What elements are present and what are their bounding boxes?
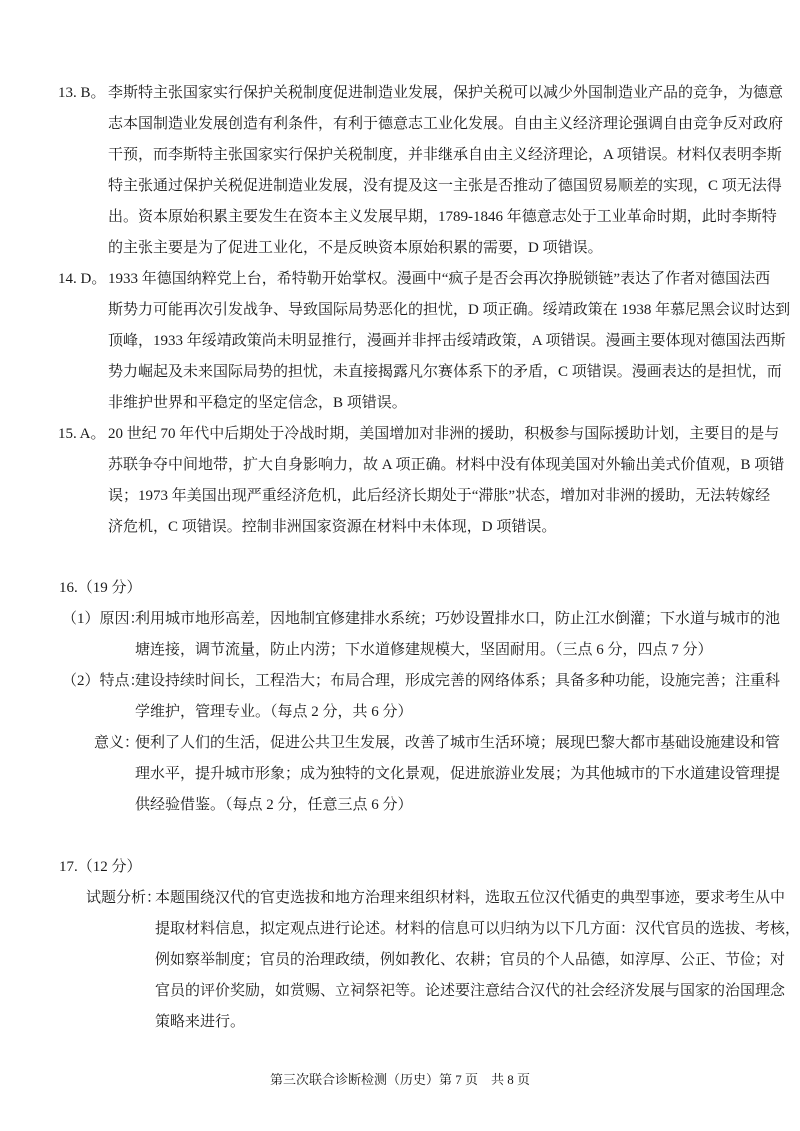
part-text — [135, 604, 781, 666]
text-line: 20 世纪 70 年代中后期处于冷战时期，美国增加对非洲的援助，积极参与国际援助计划，主要目的是与 — [108, 426, 780, 442]
text-line: 顶峰，1933 年绥靖政策尚未明显推行，漫画并非抨击绥靖政策，A 项错误。漫画主要体现对德国法西斯 — [108, 333, 786, 349]
text-line: 提取材料信息，拟定观点进行论述。材料的信息可以归纳为以下几方面：汉代官员的选拔、考核， — [155, 921, 800, 937]
answer-text — [108, 78, 784, 264]
text-line: 干预，而李斯特主张国家实行保护关税制度，并非继承自由主义经济理论，A 项错误。材料仅表明李斯 — [108, 147, 782, 163]
part-label: 意义： — [94, 735, 140, 751]
text-line: 非维护世界和平稳定的坚定信念，B 项错误。 — [108, 395, 407, 411]
text-line: 学维护，管理专业。（每点 2 分，共 6 分） — [135, 704, 413, 720]
page-footer: 第三次联合诊断检测（历史）第 7 页 共 8 页 — [269, 1072, 530, 1087]
text-line: 误；1973 年美国出现严重经济危机，此后经济长期处于“滞胀”状态，增加对非洲的援助，无法转嫁经 — [108, 488, 771, 504]
text-line: 斯势力可能再次引发战争、导致国际局势恶化的担忧，D 项正确。绥靖政策在 1938 年慕尼黑会议时达到 — [108, 302, 791, 318]
question-16-header: 16.（19 分） — [59, 580, 142, 596]
answer-text — [108, 264, 791, 419]
text-line: 李斯特主张国家实行保护关税制度促进制造业发展，保护关税可以减少外国制造业产品的竞争，为德意 — [108, 85, 784, 101]
text-line: 特主张通过保护关税促进制造业发展，没有提及这一主张是否推动了德国贸易顺差的实现，C 项无法得 — [108, 178, 782, 194]
text-line: 志本国制造业发展创造有利条件，有利于德意志工业化发展。自由主义经济理论强调自由竞争反对政府 — [108, 116, 784, 132]
answer-label: 13. B。 — [58, 85, 106, 101]
text-line: 出。资本原始积累主要发生在资本主义发展早期，1789-1846 年德意志处于工业革命时期，此时李斯特 — [108, 209, 777, 225]
text-line: 本题围绕汉代的官吏选拔和地方治理来组织材料，选取五位汉代循吏的典型事迹，要求考生从中 — [155, 890, 786, 906]
text-line: 的主张主要是为了促进工业化，不是反映资本原始积累的需要，D 项错误。 — [108, 240, 603, 256]
text-line: 建设持续时间长，工程浩大；布局合理，形成完善的网络体系；具备多种功能，设施完善；注重科 — [135, 673, 781, 689]
part-text — [135, 728, 781, 821]
text-line: 济危机，C 项错误。控制非洲国家资源在材料中未体现，D 项错误。 — [108, 519, 557, 535]
answer-text — [108, 419, 785, 543]
text-line: 策略来进行。 — [155, 1014, 246, 1030]
part-text — [135, 666, 781, 728]
part-text — [155, 883, 800, 1038]
part-label: 试题分析： — [86, 890, 162, 906]
text-line: 势力崛起及未来国际局势的担忧，未直接揭露凡尔赛体系下的矛盾，C 项错误。漫画表达的是担忧，而 — [108, 364, 782, 380]
question-17-header: 17.（12 分） — [59, 859, 142, 875]
text-line: 例如察举制度；官员的治理政绩，例如教化、农耕；官员的个人品德，如淳厚、公正、节俭；对 — [155, 952, 786, 968]
text-line: 利用城市地形高差，因地制宜修建排水系统；巧妙设置排水口，防止江水倒灌；下水道与城市的池 — [135, 611, 781, 627]
text-line: 塘连接，调节流量，防止内涝；下水道修建规模大，坚固耐用。（三点 6 分，四点 7 分） — [135, 642, 713, 658]
part-label: （2）特点： — [62, 673, 145, 689]
text-line: 理水平，提升城市形象；成为独特的文化景观，促进旅游业发展；为其他城市的下水道建设管理提 — [135, 766, 781, 782]
text-line: 供经验借鉴。（每点 2 分，任意三点 6 分） — [135, 797, 413, 813]
answer-label: 15. A。 — [58, 426, 106, 442]
text-line: 苏联争夺中间地带，扩大自身影响力，故 A 项正确。材料中没有体现美国对外输出美式价值观，B 项错 — [108, 457, 785, 473]
text-line: 便利了人们的生活，促进公共卫生发展，改善了城市生活环境；展现巴黎大都市基础设施建设和管 — [135, 735, 781, 751]
text-line: 官员的评价奖励，如赏赐、立祠祭祀等。论述要注意结合汉代的社会经济发展与国家的治国理念 — [155, 983, 786, 999]
text-line: 1933 年德国纳粹党上台，希特勒开始掌权。漫画中“疯子是否会再次挣脱锁链”表达了作者对德国法西 — [108, 271, 771, 287]
answer-label: 14. D。 — [58, 271, 107, 287]
part-label: （1）原因： — [62, 611, 145, 627]
